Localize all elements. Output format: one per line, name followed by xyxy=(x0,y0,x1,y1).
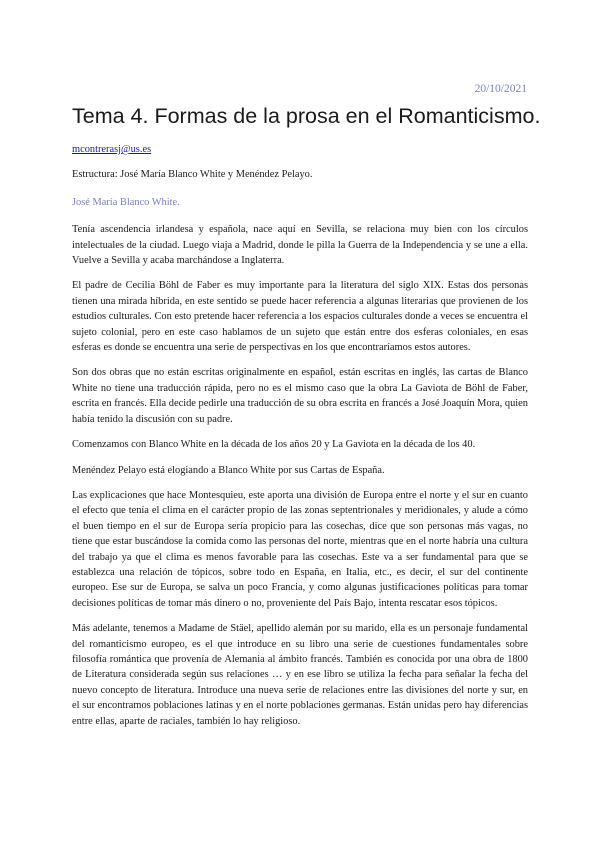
document-title: Tema 4. Formas de la prosa en el Romanticismo. xyxy=(72,104,541,128)
document-date: 20/10/2021 xyxy=(474,83,527,95)
paragraph-4: Comenzamos con Blanco White en la década de los años 20 y La Gaviota en la década de los 40. xyxy=(72,439,476,451)
section-heading: José María Blanco White. xyxy=(72,196,180,208)
paragraph-3: Son dos obras que no están escritas originalmente en español, están escritas en inglés, las cartas de Blanco White no tiene una traducción rápida, pero no es el mismo caso que la obra La Gaviota de Böhl de Faber, escrita en francés. Ella decide pedirle una traducción de su obra escrita en francés a José Joaquín Mora, quien había tenido la discusión con su padre. xyxy=(72,367,528,425)
paragraph-2: El padre de Cecilia Böhl de Faber es muy importante para la literatura del siglo XIX. Estas dos personas tienen una mirada híbrida, en este sentido se puede hacer referencia a algunas literarias que provienen de los estudios culturales. Con esto pretende hacer referencia a los espacios culturales donde a veces se encuentra el sujeto colonial, pero en este caso hablamos de un sujeto que están entre dos esferas coloniales, en esas esferas es donde se encuentra una serie de perspectivas en los que encontraríamos estos autores. xyxy=(72,280,528,354)
paragraph-7: Más adelante, tenemos a Madame de Stäel, apellido alemán por su marido, ella es un personaje fundamental del romanticismo europeo, es el que introduce en su libro una serie de cuestiones fundamentales sobre filosofía romántica que provenía de Alemania al ámbito francés. También es conocida por una obra de 1800 de Literatura considerada según sus relaciones … y en ese libro se utiliza la fecha para señalar la fecha del nuevo concepto de literatura. Introduce una nueva serie de relaciones entre las divisiones del norte y sur, en el sur encontramos poblaciones latinas y en el norte poblaciones germanas. Están unidas pero hay diferencias entre ellas, aparte de raciales, también lo hay religioso. xyxy=(72,623,528,727)
structure-line: Estructura: José María Blanco White y Menéndez Pelayo. xyxy=(72,169,313,181)
paragraph-5: Menéndez Pelayo está elogiando a Blanco White por sus Cartas de España. xyxy=(72,464,385,476)
document-body xyxy=(72,142,528,739)
paragraph-6: Las explicaciones que hace Montesquieu, este aporta una división de Europa entre el norte y el sur en cuanto el efecto que tenía el clima en el carácter propio de las zonas septentrionales y meridionales, y alude a cómo el buen tiempo en el sur de Europa sería propicio para las cosechas, dice que son personas más vagas, no tiene que estar buscándose la comida como las personas del norte, mientras que en el norte habría una cultura del trabajo ya que el clima es menos favorable para las cosechas. Este va a ser fundamental para que se establezca una relación de tópicos, sobre todo en España, en Italia, etc., es decir, el sur del continente europeo. Ese sur de Europa, se salva un poco Francia, y como algunas justificaciones políticas para tomar decisiones políticas de tomar más dinero o no, proveniente del País Bajo, intenta rescatar esos tópicos. xyxy=(72,489,528,609)
author-email-link[interactable]: mcontrerasj@us.es xyxy=(72,144,152,155)
paragraph-1: Tenía ascendencia irlandesa y española, nace aquí en Sevilla, se relaciona muy bien con los círculos intelectuales de la ciudad. Luego viaja a Madrid, donde le pilla la Guerra de la Independencia y se une a ella. Vuelve a Sevilla y acaba marchándose a Inglaterra. xyxy=(72,224,528,267)
